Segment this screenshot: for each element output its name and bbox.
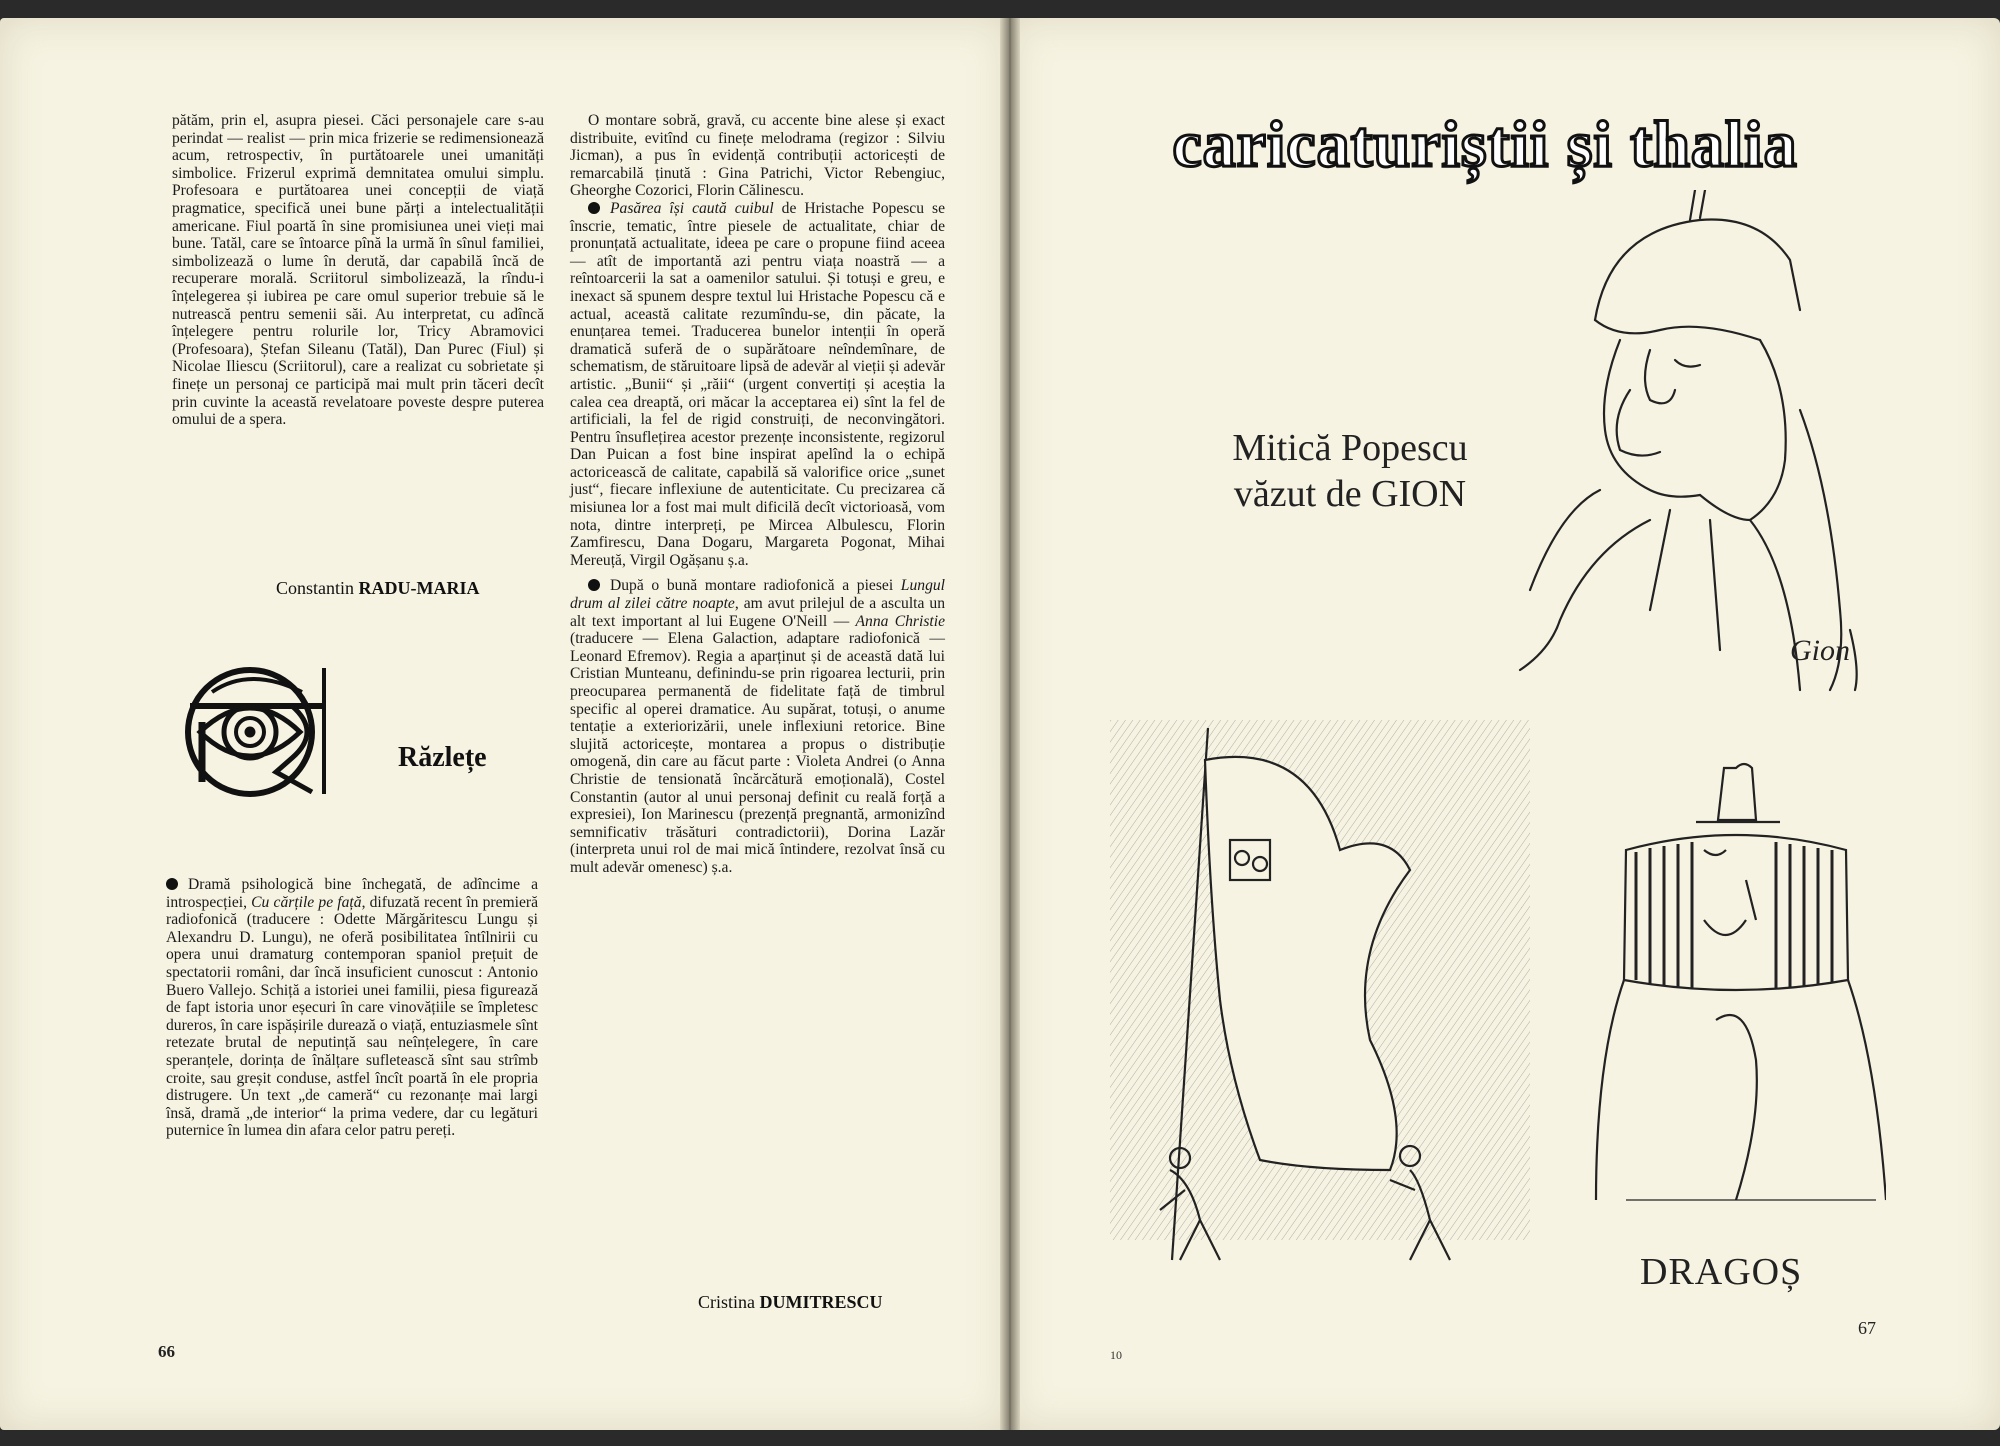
gion-signature: Gion xyxy=(1790,634,1850,667)
article-text: pătăm, prin el, asupra piesei. Căci personajele care s-au perindat — realist — prin mica frizerie se redimensionează acum, retrospectiv, în purtătoarele unei umanități simbolice. Frizerul exprimă demnitatea omului simplu. Profesoara e purtătoarea unei concepții de viață pragmatice, specifică unei bune părți a intelectualității americane. Fiul poartă în sine promisiunea unei vieți mai bune. Tatăl, care se întoarce pînă la urmă în sînul familiei, simbolizează o lume în derută, dar capabilă încă de recuperare morală. Scriitorul simbolizează, la rîndu-i înțelegerea și iubirea pe care omul superior trebuie să le nutrească pentru semenii săi. Au interpretat, cu adîncă înțelegere pentru rolurile lor, Tricy Abramovici (Profesoara), Ștefan Sileanu (Tatăl), Dan Purec (Fiul) și Nicolae Iliescu (Scriitorul), care a realizat cu sobrietate și finețe un personaj ce participă mai mult prin tăceri decît prin cuvinte la această revelatoare poveste despre puterea omului de a spera. xyxy=(172,112,544,429)
footer-number: 10 xyxy=(1110,1348,1122,1362)
bullet-icon xyxy=(588,202,600,214)
bullet-icon xyxy=(588,579,600,591)
signature-dumitrescu: Cristina DUMITRESCU xyxy=(698,1292,883,1312)
article-text-montare: O montare sobră, gravă, cu accente bine alese și exact distribuite, evitînd cu finețe melodrama (regizor : Silviu Jicman), a pus în evidență contribuții actoricești de remarcabilă ținută : Gina Patrichi, Victor Rebengiuc, Gheorghe Cozorici, Florin Călinescu. xyxy=(570,112,945,200)
flag-bearers-illustration xyxy=(1110,700,1530,1300)
column-1-top xyxy=(172,112,544,429)
page-heading xyxy=(1090,100,1880,190)
tr-emblem-logo xyxy=(172,662,332,800)
caption-dragos: DRAGOȘ xyxy=(1640,1251,1803,1293)
column-1-bottom xyxy=(166,876,538,1140)
page-number-left: 66 xyxy=(158,1342,175,1361)
article-text-pasarea: Pasărea își caută cuibul de Hristache Popescu se înscrie, tematic, între piesele de actualitate, chiar de pronunțată actualitate, ideea pe care o propune fiind aceea — atît de importantă azi pentru viața noastră — a reîntoarcerii la sat a oamenilor satului. Și totuși e greu, e inexact să spunem despre textul lui Hristache Popescu că e actual, această calitate rezumîndu-se, din păcate, la enunțarea temei. Traducerea bunelor intenții în operă dramatică suferă de o supărătoare neîndemînare, de schematism, de stăruitoare lipsă de adevăr al vieții și adevăr artistic. „Bunii“ și „răii“ (urgent convertiți și aceștia la calea cea dreaptă, ori măcar la acceptarea ei) sînt la fel de artificiali, la fel de rigid construiți, de neconvingători. Pentru însuflețirea acestor prezențe inconsistente, regizorul Dan Puican a fost bine inspirat apelînd la o echipă actoricească de calitate, capabilă să valorifice orice „sunet just“, fiecare inflexiune de autenticitate. Cu precizarea că misiunea lor a fost mai mult dificilă decît victorioasă, vom nota, dintre interpreți, pe Mircea Albulescu, Florin Zamfirescu, Dana Dogaru, Margareta Pogonat, Mihai Mereuță, Virgil Ogășanu ș.a. xyxy=(570,199,945,569)
caption-gion: Mitică Popescu văzut de GION xyxy=(1232,427,1468,515)
article-text-drama: Dramă psihologică bine închegată, de adîncime a introspecției, Cu cărțile pe față, difuzată recent în premieră radiofonică (traducere : Odette Mărgăritescu Lungu și Alexandru D. Lungu), ne oferă posibilitatea întîlnirii cu opera unui dramaturg contemporan spaniol prețuit de spectatorii români, dar încă insuficient cunoscut : Antonio Buero Vallejo. Schiță a istoriei unei familii, piesa figurează de fapt istoria unor eșecuri în care vinovățiile se împletesc dureros, în care ispășirile durează o viață, entuziasmele sînt retezate brutal de neputință sau neînțelegere, în care speranțele, dorința de înălțare sufletească sînt sau strîmb croite, sau greșit conduse, astfel încît poartă în ele propria distrugere. Un text „de cameră“ cu rezonanțe mai largi însă, dramă „de interior“ la prima vedere, dar cu legături puternice în lumea din afara celor patru pereți. xyxy=(166,876,538,1140)
signature-radu-maria: Constantin RADU-MARIA xyxy=(276,578,480,598)
heading-text: caricaturiștii și thalia xyxy=(1172,108,1798,181)
article-text-anna-christie: După o bună montare radiofonică a piesei Lungul drum al zilei către noapte, am avut prilejul de a asculta un alt text important al lui Eugene O'Neill — Anna Christie (traducere — Elena Galaction, adaptare radiofonică — Leonard Efremov). Regia a aparținut și de această dată lui Cristian Munteanu, definindu-se prin rigoarea lecturii, prin preocuparea permanentă de fidelitate față de timbrul specific al operei dramatice. Au supărat, totuși, o anume tentație a exteriorizării, unele inflexiuni retorice. Bine slujită actoricește, montarea a propus o distribuție omogenă, din care au făcut parte : Violeta Andrei (o Anna Christie de tensionată încărcătură emoțională), Costel Constantin (autor al unui personaj definit cu reală forță a expresiei), Ion Marinescu (prezență pregnantă, armonizînd semnificativ trăsături contradictorii), Dorina Lazăr (interpreta unui rol de mai mică întindere, rezolvat însă cu mult adevăr omenesc) ș.a. xyxy=(570,577,945,876)
caricature-gion-illustration xyxy=(1500,190,1880,700)
caricature-dragos-illustration xyxy=(1586,760,1886,1230)
page-number-right: 67 xyxy=(1858,1318,1876,1338)
bullet-icon xyxy=(166,878,178,890)
column-2 xyxy=(570,112,945,877)
book-gutter xyxy=(1000,18,1020,1430)
section-title-razlete: Răzlețe xyxy=(398,742,487,773)
